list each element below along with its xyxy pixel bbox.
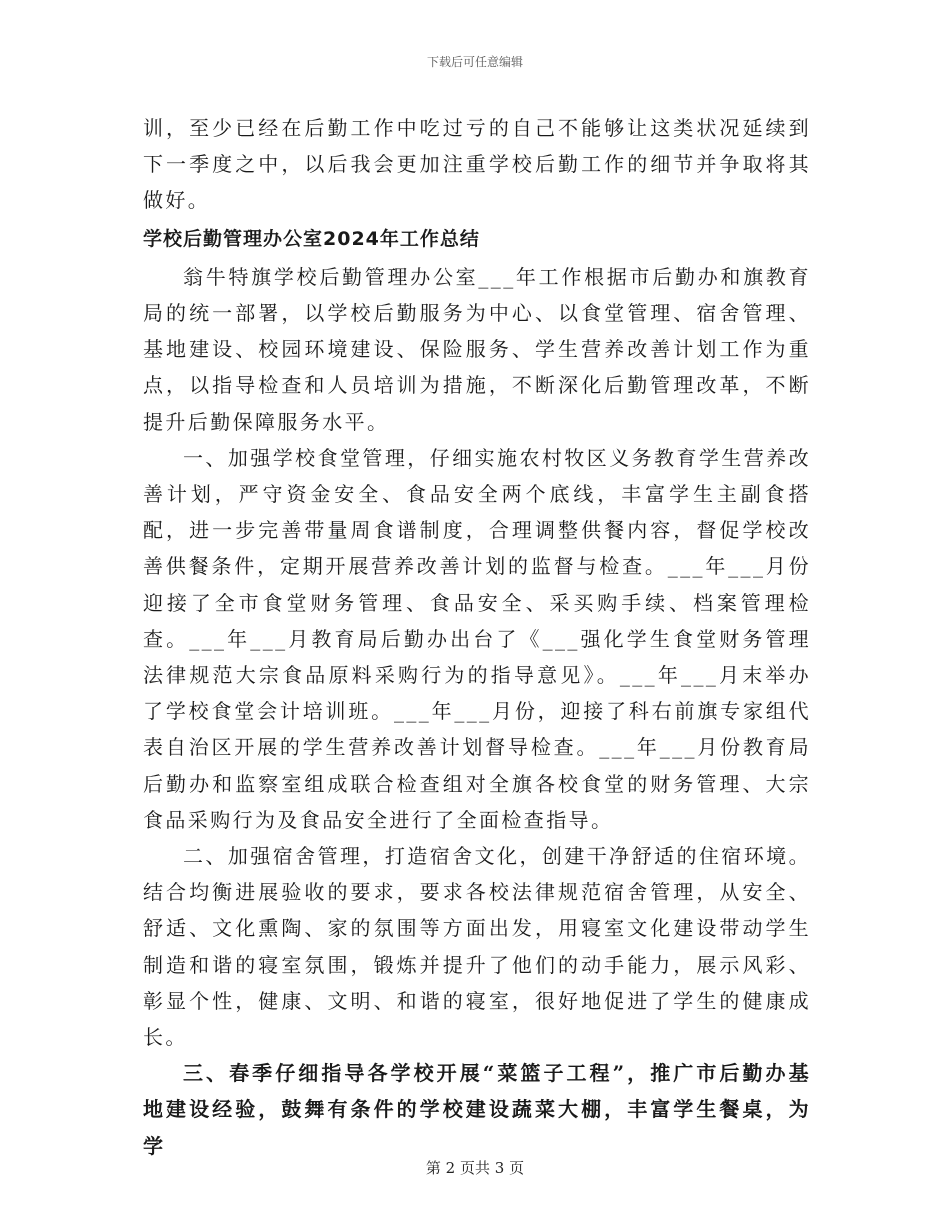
section-1-paragraph: 一、加强学校食堂管理，仔细实施农村牧区义务教育学生营养改善计划，严守资金安全、食品安全两个底线，丰富学生主副食搭配，进一步完善带量周食谱制度，合理调整供餐内容，督促学校改善供餐条件，定期开展营养改善计划的监督与检查。___年___月份迎接了全市食堂财务管理、食品安全、采买购手续、档案管理检查。___年___月教育局后勤办出台了《___强化学生食堂财务管理法律规范大宗食品原料采购行为的指导意见》。___年___月末举办了学校食堂会计培训班。___年___月份，迎接了科右前旗专家组代表自治区开展的学生营养改善计划督导检查。___年___月份教育局后勤办和监察室组成联合检查组对全旗各校食堂的财务管理、大宗食品采购行为及食品安全进行了全面检查指导。 — [143, 445, 811, 832]
intro-paragraph: 翁牛特旗学校后勤管理办公室___年工作根据市后勤办和旗教育局的统一部署，以学校后勤服务为中心、以食堂管理、宿舍管理、基地建设、校园环境建设、保险服务、学生营养改善计划工作为重点，以指导检查和人员培训为措施，不断深化后勤管理改革，不断提升后勤保障服务水平。 — [143, 264, 811, 434]
section-3-paragraph: 三、春季仔细指导各学校开展“菜篮子工程”，推广市后勤办基地建设经验，鼓舞有条件的学校建设蔬菜大棚，丰富学生餐桌，为学 — [143, 1061, 811, 1158]
section-2-paragraph: 二、加强宿舍管理，打造宿舍文化，创建干净舒适的住宿环境。结合均衡进展验收的要求，要求各校法律规范宿舍管理，从安全、舒适、文化熏陶、家的氛围等方面出发，用寝室文化建设带动学生制造和谐的寝室氛围，锻炼并提升了他们的动手能力，展示风彩、彰显个性，健康、文明、和谐的寝室，很好地促进了学生的健康成长。 — [143, 844, 811, 1050]
page-header-note: 下载后可任意编辑 — [426, 55, 523, 69]
page-footer: 第 2 页共 3 页 — [425, 1159, 525, 1177]
document-body — [143, 110, 811, 1164]
carryover-paragraph: 训，至少已经在后勤工作中吃过亏的自己不能够让这类状况延续到下一季度之中，以后我会更加注重学校后勤工作的细节并争取将其做好。 — [143, 116, 811, 213]
document-title: 学校后勤管理办公室2024年工作总结 — [143, 227, 480, 250]
